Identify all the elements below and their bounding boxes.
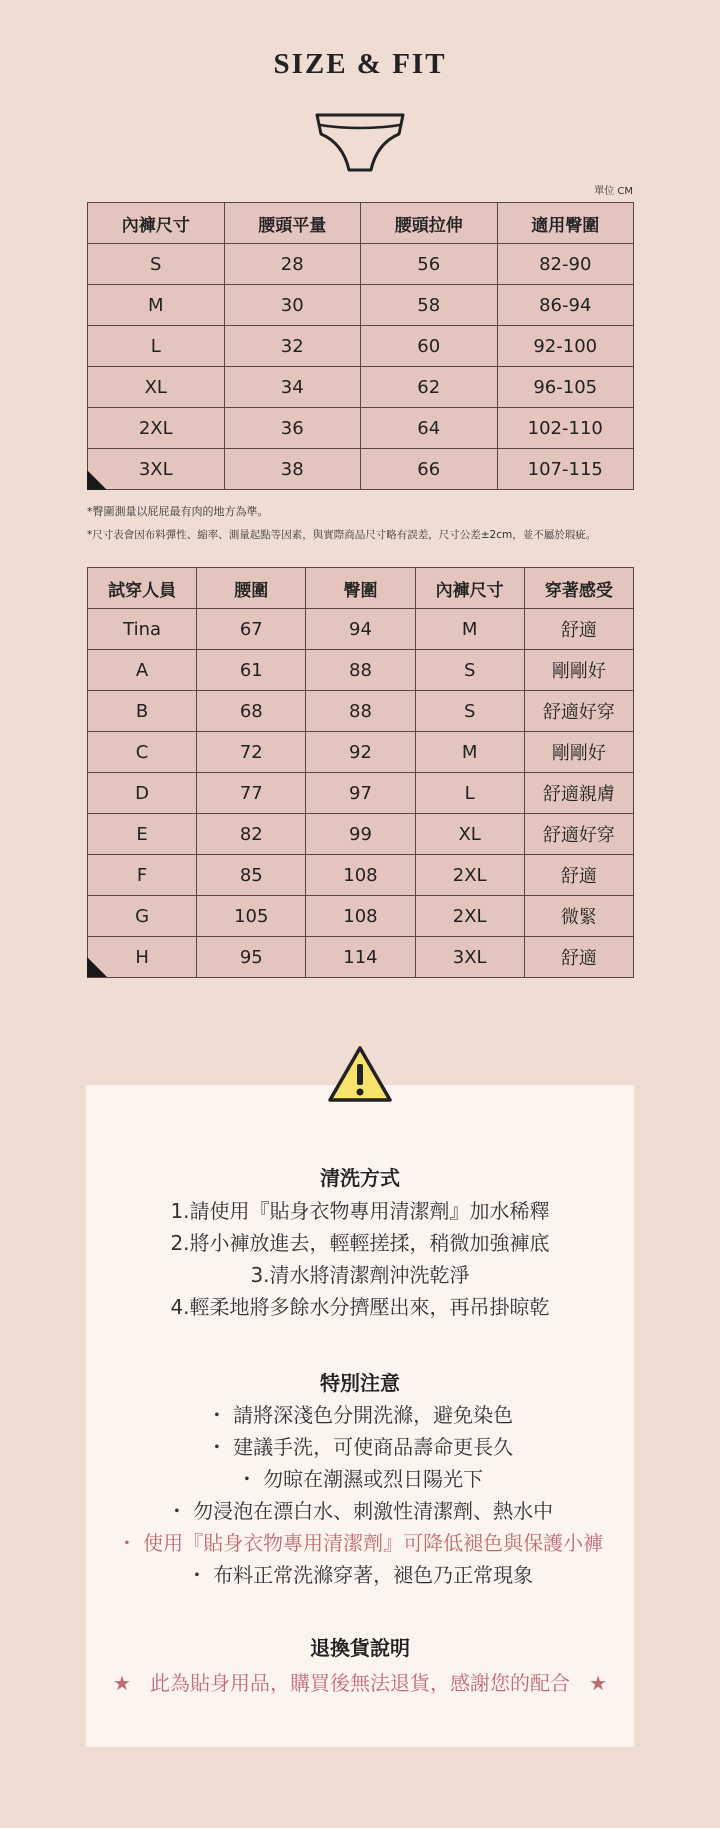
table-cell: S: [415, 650, 524, 691]
table-cell: 30: [224, 285, 361, 326]
table-cell: 58: [361, 285, 498, 326]
column-header: 臀圍: [306, 568, 415, 609]
corner-decoration: [87, 957, 107, 977]
table-cell: 34: [224, 367, 361, 408]
table-cell: 2XL: [88, 408, 225, 449]
table-cell: 舒適: [524, 609, 633, 650]
care-instructions-panel: [86, 1085, 634, 1747]
table-cell: 88: [306, 650, 415, 691]
table-cell: S: [88, 244, 225, 285]
table-cell: 92-100: [497, 326, 634, 367]
star-icon: ★: [112, 1671, 131, 1695]
table-cell: 86-94: [497, 285, 634, 326]
table-cell: 28: [224, 244, 361, 285]
special-notice-title: 特別注意: [320, 1371, 400, 1395]
table-cell: S: [415, 691, 524, 732]
corner-decoration: [87, 470, 107, 490]
table-row: [88, 896, 634, 937]
table-cell: B: [88, 691, 197, 732]
table-cell: 92: [306, 732, 415, 773]
table-cell: 60: [361, 326, 498, 367]
underwear-icon: [315, 112, 405, 174]
table-cell: 102-110: [497, 408, 634, 449]
table-cell: XL: [415, 814, 524, 855]
page-title: SIZE & FIT: [273, 48, 447, 80]
notice-item: ・ 布料正常洗滌穿著，褪色乃正常現象: [186, 1563, 534, 1587]
column-header: 內褲尺寸: [88, 203, 225, 244]
wash-step: 1.請使用『貼身衣物專用清潔劑』加水稀釋: [170, 1199, 550, 1223]
table-row: [88, 814, 634, 855]
try-on-table: [87, 567, 634, 978]
table-cell: D: [88, 773, 197, 814]
table-row: [88, 326, 634, 367]
table-cell: 36: [224, 408, 361, 449]
return-policy-title: 退換貨說明: [310, 1636, 410, 1660]
table-cell: 微緊: [524, 896, 633, 937]
table-cell: 85: [197, 855, 306, 896]
size-tolerance-note: *尺寸表會因布料彈性、縮率、測量起點等因素，與實際商品尺寸略有誤差，尺寸公差±2cm，並不屬於瑕疵。: [87, 529, 597, 541]
table-cell: 97: [306, 773, 415, 814]
table-cell: 38: [224, 449, 361, 490]
table-row: [88, 408, 634, 449]
table-cell: 剛剛好: [524, 732, 633, 773]
table-cell: 108: [306, 896, 415, 937]
table-row: [88, 244, 634, 285]
column-header: 內褲尺寸: [415, 568, 524, 609]
wash-step: 2.將小褲放進去，輕輕搓揉，稍微加強褲底: [170, 1231, 550, 1255]
column-header: 適用臀圍: [497, 203, 634, 244]
table-cell: 舒適親膚: [524, 773, 633, 814]
wash-step: 3.清水將清潔劑沖洗乾淨: [250, 1263, 470, 1287]
table-row: [88, 609, 634, 650]
table-cell: 3XL: [415, 937, 524, 978]
star-icon: ★: [589, 1671, 608, 1695]
notice-item: ・ 建議手洗，可使商品壽命更長久: [206, 1435, 514, 1459]
table-cell: A: [88, 650, 197, 691]
table-row: [88, 732, 634, 773]
table-cell: 62: [361, 367, 498, 408]
table-header-row: [88, 568, 634, 609]
table-cell: F: [88, 855, 197, 896]
table-cell: 96-105: [497, 367, 634, 408]
hip-measure-note: *臀圍測量以屁屁最有肉的地方為準。: [87, 505, 269, 518]
table-cell: C: [88, 732, 197, 773]
table-cell: 108: [306, 855, 415, 896]
wash-step: 4.輕柔地將多餘水分擠壓出來，再吊掛晾乾: [170, 1295, 550, 1319]
table-cell: 剛剛好: [524, 650, 633, 691]
table-cell: E: [88, 814, 197, 855]
table-cell: 64: [361, 408, 498, 449]
table-cell: H: [88, 937, 197, 978]
wash-method-title: 清洗方式: [320, 1166, 400, 1190]
table-cell: 68: [197, 691, 306, 732]
table-cell: 舒適好穿: [524, 814, 633, 855]
table-cell: 32: [224, 326, 361, 367]
table-cell: L: [88, 326, 225, 367]
table-row: [88, 937, 634, 978]
table-cell: Tina: [88, 609, 197, 650]
table-cell: 88: [306, 691, 415, 732]
table-cell: 56: [361, 244, 498, 285]
table-row: [88, 449, 634, 490]
table-cell: 66: [361, 449, 498, 490]
table-cell: 99: [306, 814, 415, 855]
table-cell: XL: [88, 367, 225, 408]
table-cell: 105: [197, 896, 306, 937]
table-cell: M: [415, 609, 524, 650]
table-row: [88, 691, 634, 732]
table-cell: 94: [306, 609, 415, 650]
warning-icon: [327, 1045, 393, 1103]
column-header: 腰圍: [197, 568, 306, 609]
table-cell: 67: [197, 609, 306, 650]
table-cell: M: [88, 285, 225, 326]
column-header: 腰頭拉伸: [361, 203, 498, 244]
table-cell: 95: [197, 937, 306, 978]
table-row: [88, 285, 634, 326]
notice-item: ・ 勿晾在潮濕或烈日陽光下: [236, 1467, 484, 1491]
return-policy-text: 此為貼身用品，購買後無法退貨，感謝您的配合: [150, 1671, 570, 1695]
table-cell: G: [88, 896, 197, 937]
notice-item: ・ 請將深淺色分開洗滌，避免染色: [206, 1403, 514, 1427]
size-chart-table: [87, 202, 634, 490]
notice-item-highlight: ・ 使用『貼身衣物專用清潔劑』可降低褪色與保護小褲: [116, 1531, 604, 1555]
table-cell: 2XL: [415, 855, 524, 896]
table-cell: 114: [306, 937, 415, 978]
table-row: [88, 773, 634, 814]
unit-label: 單位 CM: [594, 186, 633, 197]
table-header-row: [88, 203, 634, 244]
column-header: 腰頭平量: [224, 203, 361, 244]
table-cell: 61: [197, 650, 306, 691]
table-cell: 107-115: [497, 449, 634, 490]
column-header: 試穿人員: [88, 568, 197, 609]
table-row: [88, 367, 634, 408]
notice-item: ・ 勿浸泡在漂白水、刺激性清潔劑、熱水中: [166, 1499, 554, 1523]
table-cell: 舒適好穿: [524, 691, 633, 732]
table-cell: 72: [197, 732, 306, 773]
table-cell: 2XL: [415, 896, 524, 937]
table-row: [88, 855, 634, 896]
table-cell: 3XL: [88, 449, 225, 490]
table-cell: L: [415, 773, 524, 814]
table-row: [88, 650, 634, 691]
table-cell: M: [415, 732, 524, 773]
column-header: 穿著感受: [524, 568, 633, 609]
table-cell: 舒適: [524, 855, 633, 896]
table-cell: 舒適: [524, 937, 633, 978]
table-cell: 82-90: [497, 244, 634, 285]
return-policy-line: [86, 1667, 634, 1696]
table-cell: 82: [197, 814, 306, 855]
table-cell: 77: [197, 773, 306, 814]
